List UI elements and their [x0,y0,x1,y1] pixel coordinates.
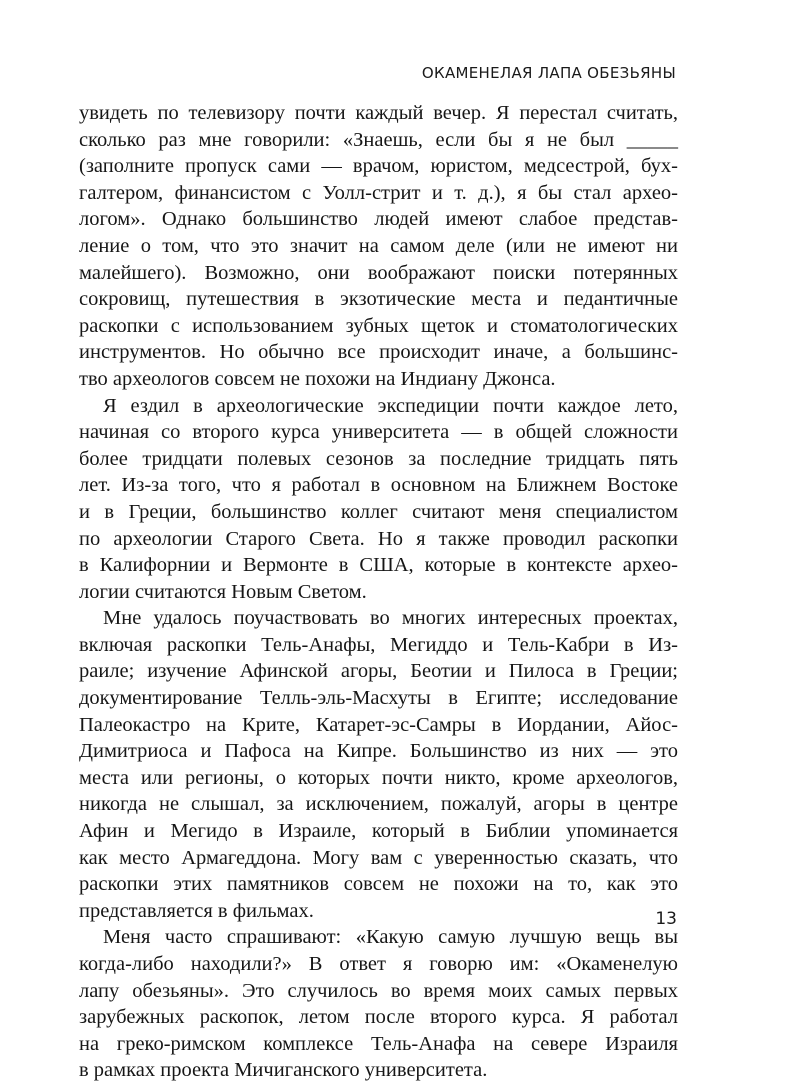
text-line: начиная со второго курса университета — в общей сложности [79,421,678,444]
paragraph [79,924,678,1084]
paragraph [79,100,678,393]
text-line: сокровищ, путешествия в экзотические места и педантичные [79,288,678,311]
text-line: на греко-римском комплексе Тель-Анафа на севере Израиля [79,1032,678,1055]
text-line: места или регионы, о которых почти никто, кроме археологов, [79,766,678,789]
page-number: 13 [655,909,677,929]
text-line: ление о том, что это значит на самом деле (или не имеют ни [79,234,678,257]
text-line: более тридцати полевых сезонов за последние тридцать пять [79,447,678,470]
text-line: Палеокастро на Крите, Катарет-эс-Самры в Иордании, Айос- [79,713,678,736]
text-line: Димитриоса и Пафоса на Кипре. Большинство из них — это [79,740,678,763]
text-line: включая раскопки Тель-Анафы, Мегиддо и Тель-Кабри в Из- [79,633,678,656]
text-line: лет. Из-за того, что я работал в основном на Ближнем Востоке [79,474,678,497]
text-line: в рамках проекта Мичиганского университета. [79,1059,488,1082]
text-line: малейшего). Возможно, они воображают поиски потерянных [79,261,678,284]
text-line: логом». Однако большинство людей имеют слабое представ- [79,208,678,231]
text-line: Меня часто спрашивают: «Какую самую лучшую вещь вы [103,926,678,949]
text-line: зарубежных раскопок, летом после второго курса. Я работал [79,1006,678,1029]
text-line: тво археологов совсем не похожи на Индиану Джонса. [79,367,556,390]
text-line: раиле; изучение Афинской агоры, Беотии и Пилоса в Греции; [79,660,678,683]
text-line: Я ездил в археологические экспедиции почти каждое лето, [103,394,678,417]
text-line: раскопки с использованием зубных щеток и стоматологических [79,314,678,337]
text-line: представляется в фильмах. [79,899,314,922]
paragraph [79,605,678,924]
text-line: раскопки этих памятников совсем не похожи на то, как это [79,873,678,896]
text-line: галтером, финансистом с Уолл-стрит и т. д.), я бы стал археo- [79,181,678,204]
text-line: по археологии Старого Света. Но я также проводил раскопки [79,527,678,550]
text-line: документирование Телль-эль-Масхуты в Египте; исследование [79,687,678,710]
text-line: когда-либо находили?» В ответ я говорю им: «Окаменелую [79,953,678,975]
text-line: лапу обезьяны». Это случилось во время моих самых первых [79,979,678,1002]
text-line: в Калифорнии и Вермонте в США, которые в контексте архео- [79,554,678,577]
text-line: и в Греции, большинство коллег считают меня специалистом [79,500,678,523]
text-line: инструментов. Но обычно все происходит иначе, а большинс- [79,341,678,364]
text-line: Афин и Мегидо в Израиле, который в Библии упоминается [79,820,678,843]
text-line: увидеть по телевизору почти каждый вечер. Я перестал считать, [79,102,678,124]
running-head: ОКАМЕНЕЛАЯ ЛАПА ОБЕЗЬЯНЫ [421,64,676,82]
text-line: Мне удалось поучаствовать во многих интересных проектах, [103,607,678,630]
text-line: логии считаются Новым Светом. [79,580,367,603]
paragraph [79,393,678,606]
text-line: никогда не слышал, за исключением, пожалуй, агоры в центре [79,793,678,816]
text-line: (заполните пропуск сами — врачом, юристом, медсестрой, бух- [79,155,678,178]
text-line: сколько раз мне говорили: «Знаешь, если бы я не был _____ [79,128,678,151]
text-line: как место Армагеддона. Могу вам с уверенностью сказать, что [79,846,678,869]
body-text [79,100,678,1084]
